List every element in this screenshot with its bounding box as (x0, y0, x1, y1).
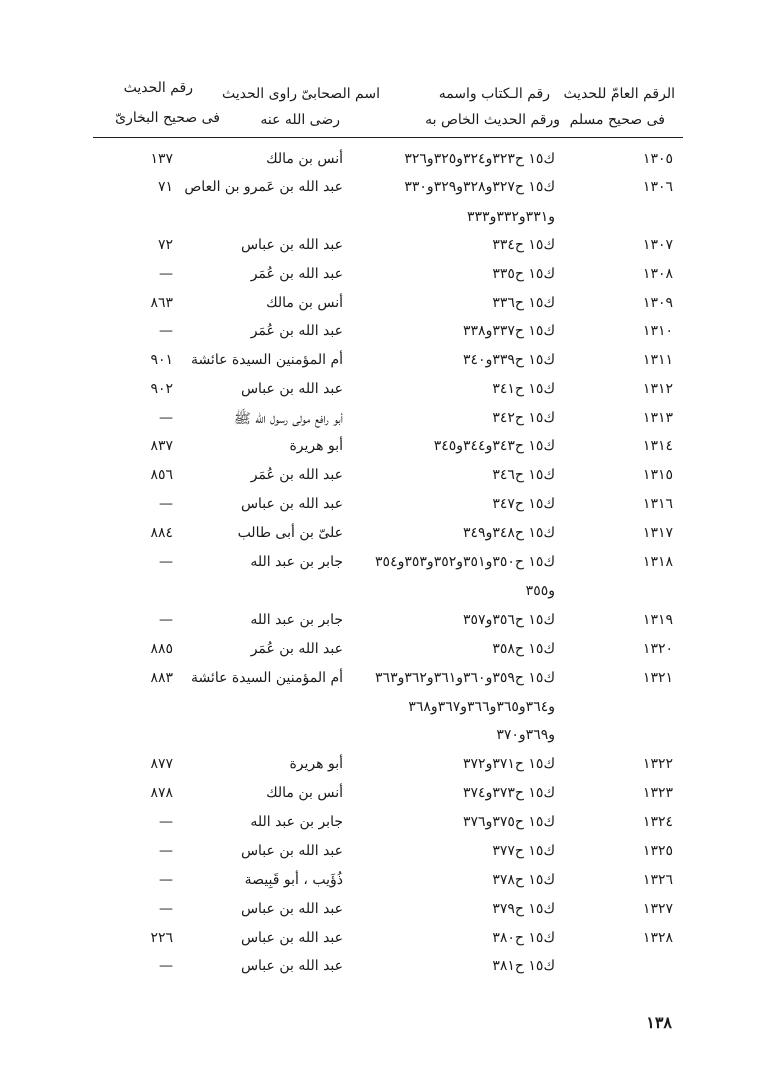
narrator-name: أبو هريرة (289, 438, 343, 454)
table-row (0, 492, 765, 518)
table-row (0, 406, 765, 432)
header-narrator-1: اسم الصحابىّ راوى الحديث (221, 86, 380, 102)
table-row (0, 897, 765, 923)
table-row (0, 233, 765, 259)
general-number: ١٣٢٠ (642, 641, 673, 657)
book-and-hadith-number: ك١٥ ح٣٧١و٣٧٢ (463, 756, 555, 772)
book-and-hadith-number: ك١٥ ح٣٥٨ (492, 641, 555, 657)
narrator-name: عبد الله بن عُمَر (250, 323, 343, 339)
narrator-name: أنس بن مالك (266, 151, 343, 167)
narrator-name: عبد الله بن عباس (240, 237, 343, 253)
book-and-hadith-number: ك١٥ ح٣٣٥ (492, 266, 555, 282)
table-row (0, 810, 765, 836)
bukhari-number: — (159, 872, 173, 888)
narrator-name: عبد الله بن عباس (240, 930, 343, 946)
bukhari-number: — (159, 814, 173, 830)
book-and-hadith-number: ك١٥ ح٣٤٦ (492, 467, 555, 483)
book-and-hadith-number: ك١٥ ح٣٣٩و٣٤٠ (463, 352, 555, 368)
table-row (0, 926, 765, 952)
bukhari-number: ٨٧٨ (150, 785, 173, 801)
table-row (0, 579, 765, 605)
bukhari-number: ٨٧٧ (150, 756, 173, 772)
general-number: ١٣٢٧ (642, 901, 673, 917)
general-number: ١٣٢٢ (642, 756, 673, 772)
narrator-name: أم المؤمنين السيدة عائشة (190, 670, 343, 686)
table-row (0, 781, 765, 807)
narrator-name: عبد الله بن عباس (240, 381, 343, 397)
book-and-hadith-number: ك١٥ ح٣٨٠ (492, 930, 555, 946)
general-number: ١٣٢٨ (642, 930, 673, 946)
narrator-name: جابر بن عبد الله (250, 612, 343, 628)
book-and-hadith-number: ك١٥ ح٣٥٩و٣٦٠و٣٦١و٣٦٢و٣٦٣ (375, 670, 555, 686)
bukhari-number: ٧١ (157, 179, 173, 195)
general-number: ١٣٢٣ (642, 785, 673, 801)
narrator-name: عبد الله بن عباس (240, 843, 343, 859)
header-book-2: ورقم الحديث الخاص به (425, 112, 560, 128)
table-row (0, 839, 765, 865)
book-and-hadith-number: ك١٥ ح٣٤٣و٣٤٤و٣٤٥ (433, 438, 555, 454)
general-number: ١٣٠٧ (642, 237, 673, 253)
general-number: ١٣١٩ (642, 612, 673, 628)
general-number: ١٣٢١ (642, 670, 673, 686)
page-number: ١٣٨ (646, 1013, 672, 1032)
narrator-name: أنس بن مالك (266, 295, 343, 311)
book-and-hadith-number: ك١٥ ح٣٧٨ (492, 872, 555, 888)
bukhari-number: — (159, 554, 173, 570)
narrator-name: جابر بن عبد الله (250, 554, 343, 570)
table-row (0, 262, 765, 288)
narrator-name: عبد الله بن عباس (240, 496, 343, 512)
table-row (0, 463, 765, 489)
bukhari-number: ٧٢ (157, 237, 173, 253)
narrator-name: عبد الله بن عَمرو بن العاص (184, 179, 343, 195)
general-number: ١٣١٢ (642, 381, 673, 397)
narrator-name: عبد الله بن عباس (240, 901, 343, 917)
book-and-hadith-number: ك١٥ ح٣٤١ (492, 381, 555, 397)
table-row (0, 868, 765, 894)
book-and-hadith-number: ك١٥ ح٣٨١ (492, 958, 555, 974)
book-and-hadith-number: ك١٥ ح٣٣٦ (492, 295, 555, 311)
general-number: ١٣٢٤ (642, 814, 673, 830)
bukhari-number: ٨٥٦ (150, 467, 173, 483)
narrator-name: أنس بن مالك (266, 785, 343, 801)
book-and-hadith-number: و٣٦٤و٣٦٥و٣٦٦و٣٦٧و٣٦٨ (408, 699, 555, 715)
header-bukhari-2: فى صحيح البخارىّ (115, 110, 220, 126)
bukhari-number: — (159, 410, 173, 426)
bukhari-number: — (159, 958, 173, 974)
narrator-name: عبد الله بن عُمَر (250, 641, 343, 657)
table-row (0, 348, 765, 374)
table-row (0, 291, 765, 317)
table-row (0, 434, 765, 460)
table-row (0, 377, 765, 403)
table-row (0, 637, 765, 663)
table-row (0, 550, 765, 576)
general-number: ١٣٠٩ (642, 295, 673, 311)
bukhari-number: ٩٠١ (150, 352, 173, 368)
narrator-name: أبو رافع مولى رسول الله ﷺ (233, 411, 343, 427)
table-row (0, 954, 765, 980)
narrator-name: علىّ بن أبى طالب (237, 525, 343, 541)
narrator-name: ذُؤَيب ، أبو قَبِيصة (244, 872, 343, 888)
book-and-hadith-number: ك١٥ ح٣٤٧ (492, 496, 555, 512)
general-number: ١٣٢٥ (642, 843, 673, 859)
narrator-name: عبد الله بن عُمَر (250, 266, 343, 282)
bukhari-number: ٨٨٣ (150, 670, 173, 686)
bukhari-number: — (159, 901, 173, 917)
header-general-no-2: فى صحيح مسلم (569, 112, 665, 128)
bukhari-number: ٩٠٢ (150, 381, 173, 397)
book-and-hadith-number: ك١٥ ح٣٤٨و٣٤٩ (463, 525, 555, 541)
general-number: ١٣١١ (642, 352, 673, 368)
table-row (0, 319, 765, 345)
narrator-name: أبو هريرة (289, 756, 343, 772)
header-bukhari-1: رقم الحديث (123, 80, 193, 96)
table-row (0, 521, 765, 547)
bukhari-number: — (159, 612, 173, 628)
book-and-hadith-number: ك١٥ ح٣٥٦و٣٥٧ (463, 612, 555, 628)
book-and-hadith-number: ك١٥ ح٣٢٣و٣٢٤و٣٢٥و٣٢٦ (404, 151, 555, 167)
bukhari-number: — (159, 323, 173, 339)
bukhari-number: ٨٣٧ (150, 438, 173, 454)
book-and-hadith-number: ك١٥ ح٣٧٧ (492, 843, 555, 859)
bukhari-number: — (159, 496, 173, 512)
book-and-hadith-number: ك١٥ ح٣٣٤ (492, 237, 555, 253)
table-row (0, 752, 765, 778)
book-and-hadith-number: ك١٥ ح٣٧٩ (492, 901, 555, 917)
bukhari-number: ١٣٧ (150, 151, 173, 167)
narrator-name: عبد الله بن عُمَر (250, 467, 343, 483)
book-and-hadith-number: و٣٣١و٣٣٢و٣٣٣ (467, 209, 555, 225)
header-book-1: رقم الـكتاب واسمه (438, 86, 550, 102)
book-and-hadith-number: ك١٥ ح٣٧٥و٣٧٦ (463, 814, 555, 830)
narrator-name: عبد الله بن عباس (240, 958, 343, 974)
table-row (0, 147, 765, 173)
book-and-hadith-number: و٣٥٥ (525, 583, 555, 599)
book-and-hadith-number: ك١٥ ح٣٧٣و٣٧٤ (463, 785, 555, 801)
general-number: ١٣٠٥ (642, 151, 673, 167)
book-and-hadith-number: ك١٥ ح٣٥٠و٣٥١و٣٥٢و٣٥٣و٣٥٤ (375, 554, 555, 570)
general-number: ١٣٠٨ (642, 266, 673, 282)
header-rule (93, 137, 683, 138)
bukhari-number: ٨٦٣ (150, 295, 173, 311)
general-number: ١٣٢٦ (642, 872, 673, 888)
table-row (0, 723, 765, 749)
general-number: ١٣١٠ (642, 323, 673, 339)
bukhari-number: — (159, 266, 173, 282)
book-and-hadith-number: ك١٥ ح٣٣٧و٣٣٨ (463, 323, 555, 339)
narrator-name: أم المؤمنين السيدة عائشة (190, 352, 343, 368)
book-and-hadith-number: و٣٦٩و٣٧٠ (496, 727, 555, 743)
table-row (0, 666, 765, 692)
general-number: ١٣٠٦ (642, 179, 673, 195)
book-and-hadith-number: ك١٥ ح٣٤٢ (492, 410, 555, 426)
bukhari-number: ٨٨٥ (150, 641, 173, 657)
table-row (0, 205, 765, 231)
header-narrator-2: رضى الله عنه (260, 112, 340, 128)
header-general-no-1: الرقم العامّ للحديث (563, 86, 675, 102)
table-row (0, 175, 765, 201)
narrator-name: جابر بن عبد الله (250, 814, 343, 830)
general-number: ١٣١٤ (642, 438, 673, 454)
general-number: ١٣١٦ (642, 496, 673, 512)
general-number: ١٣١٨ (642, 554, 673, 570)
table-row (0, 608, 765, 634)
general-number: ١٣١٣ (642, 410, 673, 426)
general-number: ١٣١٧ (642, 525, 673, 541)
general-number: ١٣١٥ (642, 467, 673, 483)
book-and-hadith-number: ك١٥ ح٣٢٧و٣٢٨و٣٢٩و٣٣٠ (404, 179, 555, 195)
table-row (0, 695, 765, 721)
bukhari-number: ٢٢٦ (150, 930, 173, 946)
bukhari-number: ٨٨٤ (150, 525, 173, 541)
bukhari-number: — (159, 843, 173, 859)
